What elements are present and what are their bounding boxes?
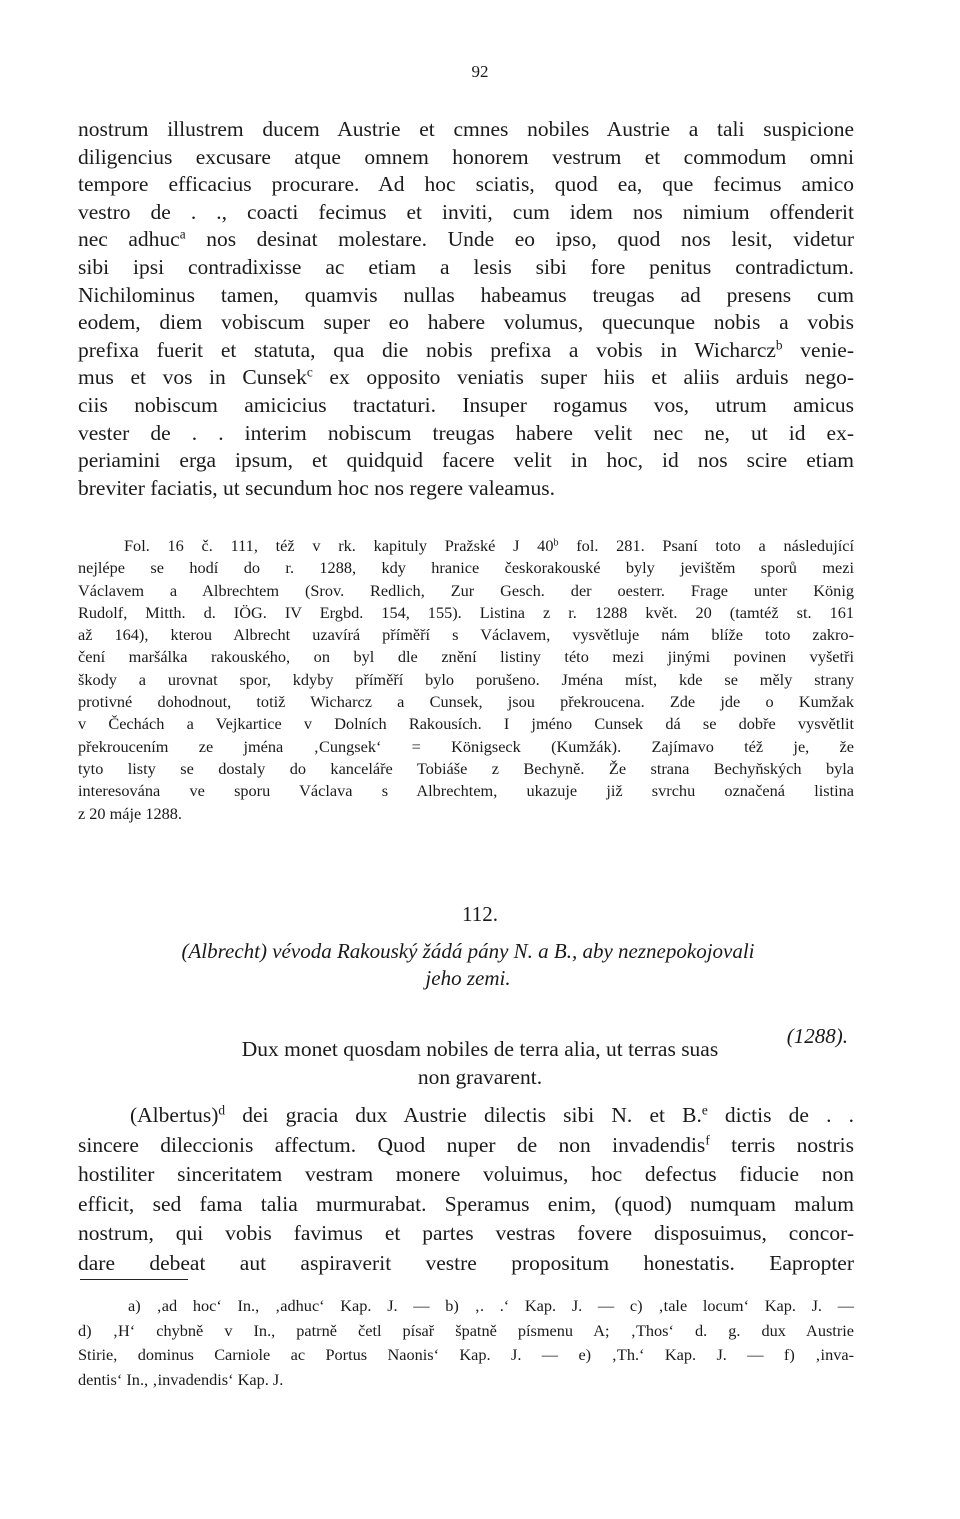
footnote-mark-f: f — [705, 1132, 710, 1148]
commentary-line: z 20 máje 1288. — [78, 803, 182, 823]
text-segment: nec adhuc — [78, 227, 180, 252]
summary-line: Dux monet quosdam nobiles de terra alia, ut terras suas — [241, 1037, 719, 1061]
text-segment: venie- — [782, 337, 854, 362]
text-line: tempore efficacius procurare. Ad hoc sciatis, quod ea, que fecimus amico — [78, 172, 854, 197]
commentary-line: až 164), kterou Albrecht uzavírá příměří s Václavem, vysvětluje nám blíže toto zakro- — [78, 625, 854, 645]
text-line: ciis nobiscum amicicius tractaturi. Insuper rogamus vos, utrum amicus — [78, 392, 854, 417]
text-segment: prefixa fuerit et statuta, qua die nobis prefixa a vobis in Wicharcz — [78, 337, 776, 362]
commentary-line: protivné dohodnout, totiž Wicharcz a Cunsek, jsou překroucena. Zde jde o Kumžak — [78, 692, 854, 712]
commentary-line: nejlépe se hodí do r. 1288, kdy hranice českorakouské byly jevištěm sporů mezi — [78, 558, 854, 578]
text-segment: nos desinat molestare. Unde eo ipso, quod nos lesit, videtur — [185, 227, 855, 252]
latin-summary — [120, 1036, 840, 1091]
text-line: hostiliter sinceritatem vestram monere voluimus, hoc defectus fiducie non — [78, 1162, 854, 1187]
text-line — [78, 1101, 854, 1131]
text-line — [78, 226, 854, 254]
text-line: nostrum illustrem ducem Austrie et cmnes nobiles Austrie a tali suspicione — [78, 117, 854, 141]
text-line: vestro de . ., coacti fecimus et inviti, cum idem nos nimium offenderit — [78, 199, 854, 224]
text-line: nostrum, qui vobis favimus et partes vestras fovere disposuimus, concor- — [78, 1221, 854, 1246]
footnote-line: Stirie, dominus Carniole ac Portus Naonis‘ Kap. J. — e) ‚Th.‘ Kap. J. — f) ‚inva- — [78, 1345, 854, 1364]
text-line: efficit, sed fama talia murmurabat. Speramus enim, (quod) numquam malum — [78, 1191, 854, 1216]
text-line: Nichilominus tamen, quamvis nullas habeamus treugas ad presens cum — [78, 282, 854, 307]
regest-line: jeho zemi. — [425, 966, 511, 990]
footnote-divider — [80, 1279, 188, 1280]
main-text — [78, 116, 854, 502]
text-line: diligencius excusare atque omnem honorem vestrum et commodum omni — [78, 144, 854, 169]
summary-line: non gravarent. — [417, 1064, 543, 1089]
footnote-mark-e: e — [701, 1102, 708, 1118]
charter-number: 112. — [462, 902, 498, 926]
text-segment: fol. 281. Psaní toto a následující — [558, 536, 855, 555]
footnote-mark-a: a — [179, 227, 186, 243]
commentary-line: interesována ve sporu Václava s Albrechtem, ukazuje již svrchu označená listina — [78, 781, 854, 801]
text-segment: dictis de . . — [707, 1103, 854, 1127]
czech-regest — [118, 938, 818, 992]
text-segment: ex opposito veniatis super hiis et aliis arduis nego- — [312, 365, 854, 390]
footnote-mark-d: d — [218, 1102, 226, 1118]
text-line: eodem, diem vobiscum super eo habere volumus, quecunque nobis a vobis — [78, 310, 854, 335]
regest-line: (Albrecht) vévoda Rakouský žádá pány N. a B., aby neznepokojovali — [181, 939, 755, 963]
text-line: periamini erga ipsum, et quidquid facere velit in hoc, id nos scire etiam — [78, 448, 854, 473]
text-line: vester de . . interim nobiscum treugas habere velit nec ne, ut id ex- — [78, 420, 854, 445]
commentary-line: čení maršálka rakouského, on byl dle znění listiny této mezi jinými povinen vyšetři — [78, 647, 854, 667]
footnotes — [78, 1294, 854, 1392]
footnote-line: a) ‚ad hoc‘ In., ‚adhuc‘ Kap. J. — b) ‚. .‘ Kap. J. — c) ‚tale locum‘ Kap. J. — — [128, 1296, 854, 1315]
page-number: 92 — [471, 62, 489, 81]
commentary-line: Václavem a Albrechtem (Srov. Redlich, Zur Gesch. der oesterr. Frage unter König — [78, 580, 854, 600]
footnote-mark-b: b — [775, 337, 783, 353]
text-segment: terris nostris — [709, 1132, 854, 1157]
charter-date: (1288). — [786, 1024, 848, 1048]
text-line — [78, 1131, 854, 1161]
superscript: b — [553, 537, 559, 549]
editorial-commentary — [78, 535, 854, 825]
commentary-line: tyto listy se dostaly do kanceláře Tobiáše z Bechyně. Že strana Bechyňských byla — [78, 758, 854, 778]
commentary-line: škody a urovnat spor, kdyby příměří bylo porušeno. Jména míst, kde se měly strany — [78, 669, 854, 689]
text-segment: dei gracia dux Austrie dilectis sibi N. et B. — [225, 1103, 702, 1127]
text-segment: Fol. 16 č. 111, též v rk. kapituly Pražské J 40 — [124, 536, 554, 555]
text-line: breviter faciatis, ut secundum hoc nos regere valeamus. — [78, 475, 555, 500]
text-line: dare debeat aut aspiraverit vestre propositum honestatis. Eapropter — [78, 1250, 854, 1275]
text-line — [78, 364, 854, 392]
text-segment: (Albertus) — [130, 1103, 219, 1127]
text-segment: mus et vos in Cunsek — [78, 365, 307, 390]
text-line — [78, 337, 854, 365]
commentary-line: překroucením ze jména ‚Cungsek‘ = Königseck (Kumžák). Zajímavo též je, že — [78, 736, 854, 756]
charter-text — [78, 1101, 854, 1279]
commentary-line — [78, 535, 854, 557]
commentary-line: v Čechách a Vejkartice v Dolních Rakousích. I jméno Cunsek dá se dobře vysvětlit — [78, 714, 854, 734]
text-line: sibi ipsi contradixisse ac etiam a lesis sibi fore penitus contradictum. — [78, 254, 854, 279]
commentary-line: Rudolf, Mitth. d. IÖG. IV Ergbd. 154, 155). Listina z r. 1288 květ. 20 (tamtéž st. 161 — [78, 602, 854, 622]
footnote-line: d) ‚H‘ chybně v In., patrně četl písař špatně písmenu A; ‚Thos‘ d. g. dux Austrie — [78, 1320, 854, 1340]
footnote-line: dentis‘ In., ‚invadendis‘ Kap. J. — [78, 1369, 284, 1389]
text-segment: sincere dileccionis affectum. Quod nuper de non invadendis — [78, 1132, 706, 1157]
footnote-mark-c: c — [306, 365, 313, 381]
